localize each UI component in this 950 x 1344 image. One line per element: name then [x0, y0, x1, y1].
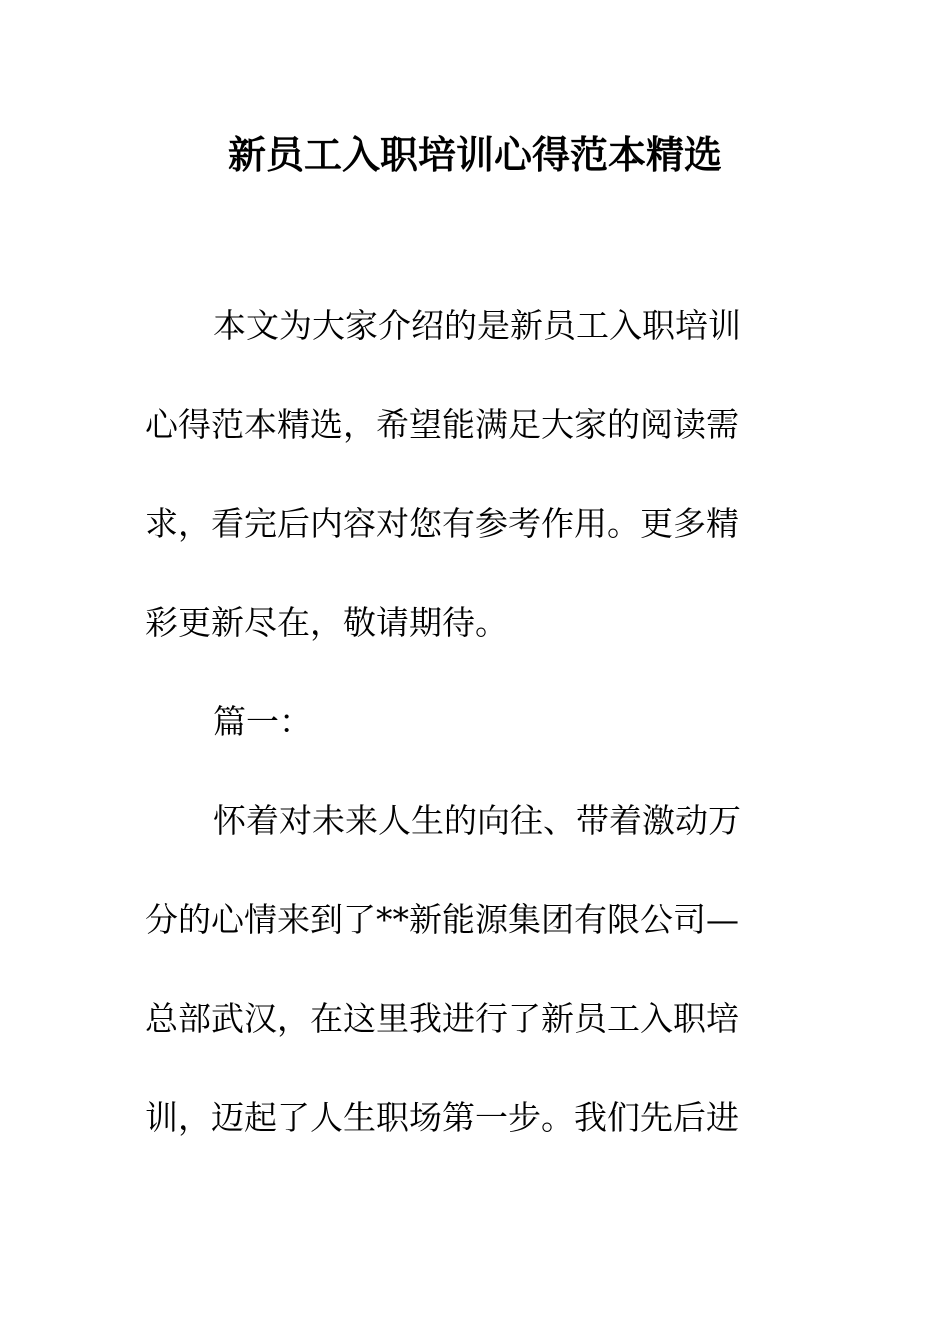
- paragraph-line-5: 怀着对未来人生的向往、带着激动万: [213, 801, 741, 840]
- paragraph-line-8: 训，迈起了人生职场第一步。我们先后进: [145, 1098, 739, 1137]
- paragraph-line-3: 求，看完后内容对您有参考作用。更多精: [145, 504, 739, 543]
- paragraph-line-2: 心得范本精选，希望能满足大家的阅读需: [145, 405, 739, 444]
- paragraph-line-6: 分的心情来到了**新能源集团有限公司—: [145, 900, 739, 939]
- document-title: 新员工入职培训心得范本精选: [227, 132, 722, 177]
- paragraph-line-7: 总部武汉，在这里我进行了新员工入职培: [145, 999, 739, 1038]
- section-heading: 篇一：: [213, 702, 312, 741]
- paragraph-line-1: 本文为大家介绍的是新员工入职培训: [213, 306, 741, 345]
- paragraph-line-4: 彩更新尽在，敬请期待。: [145, 603, 508, 642]
